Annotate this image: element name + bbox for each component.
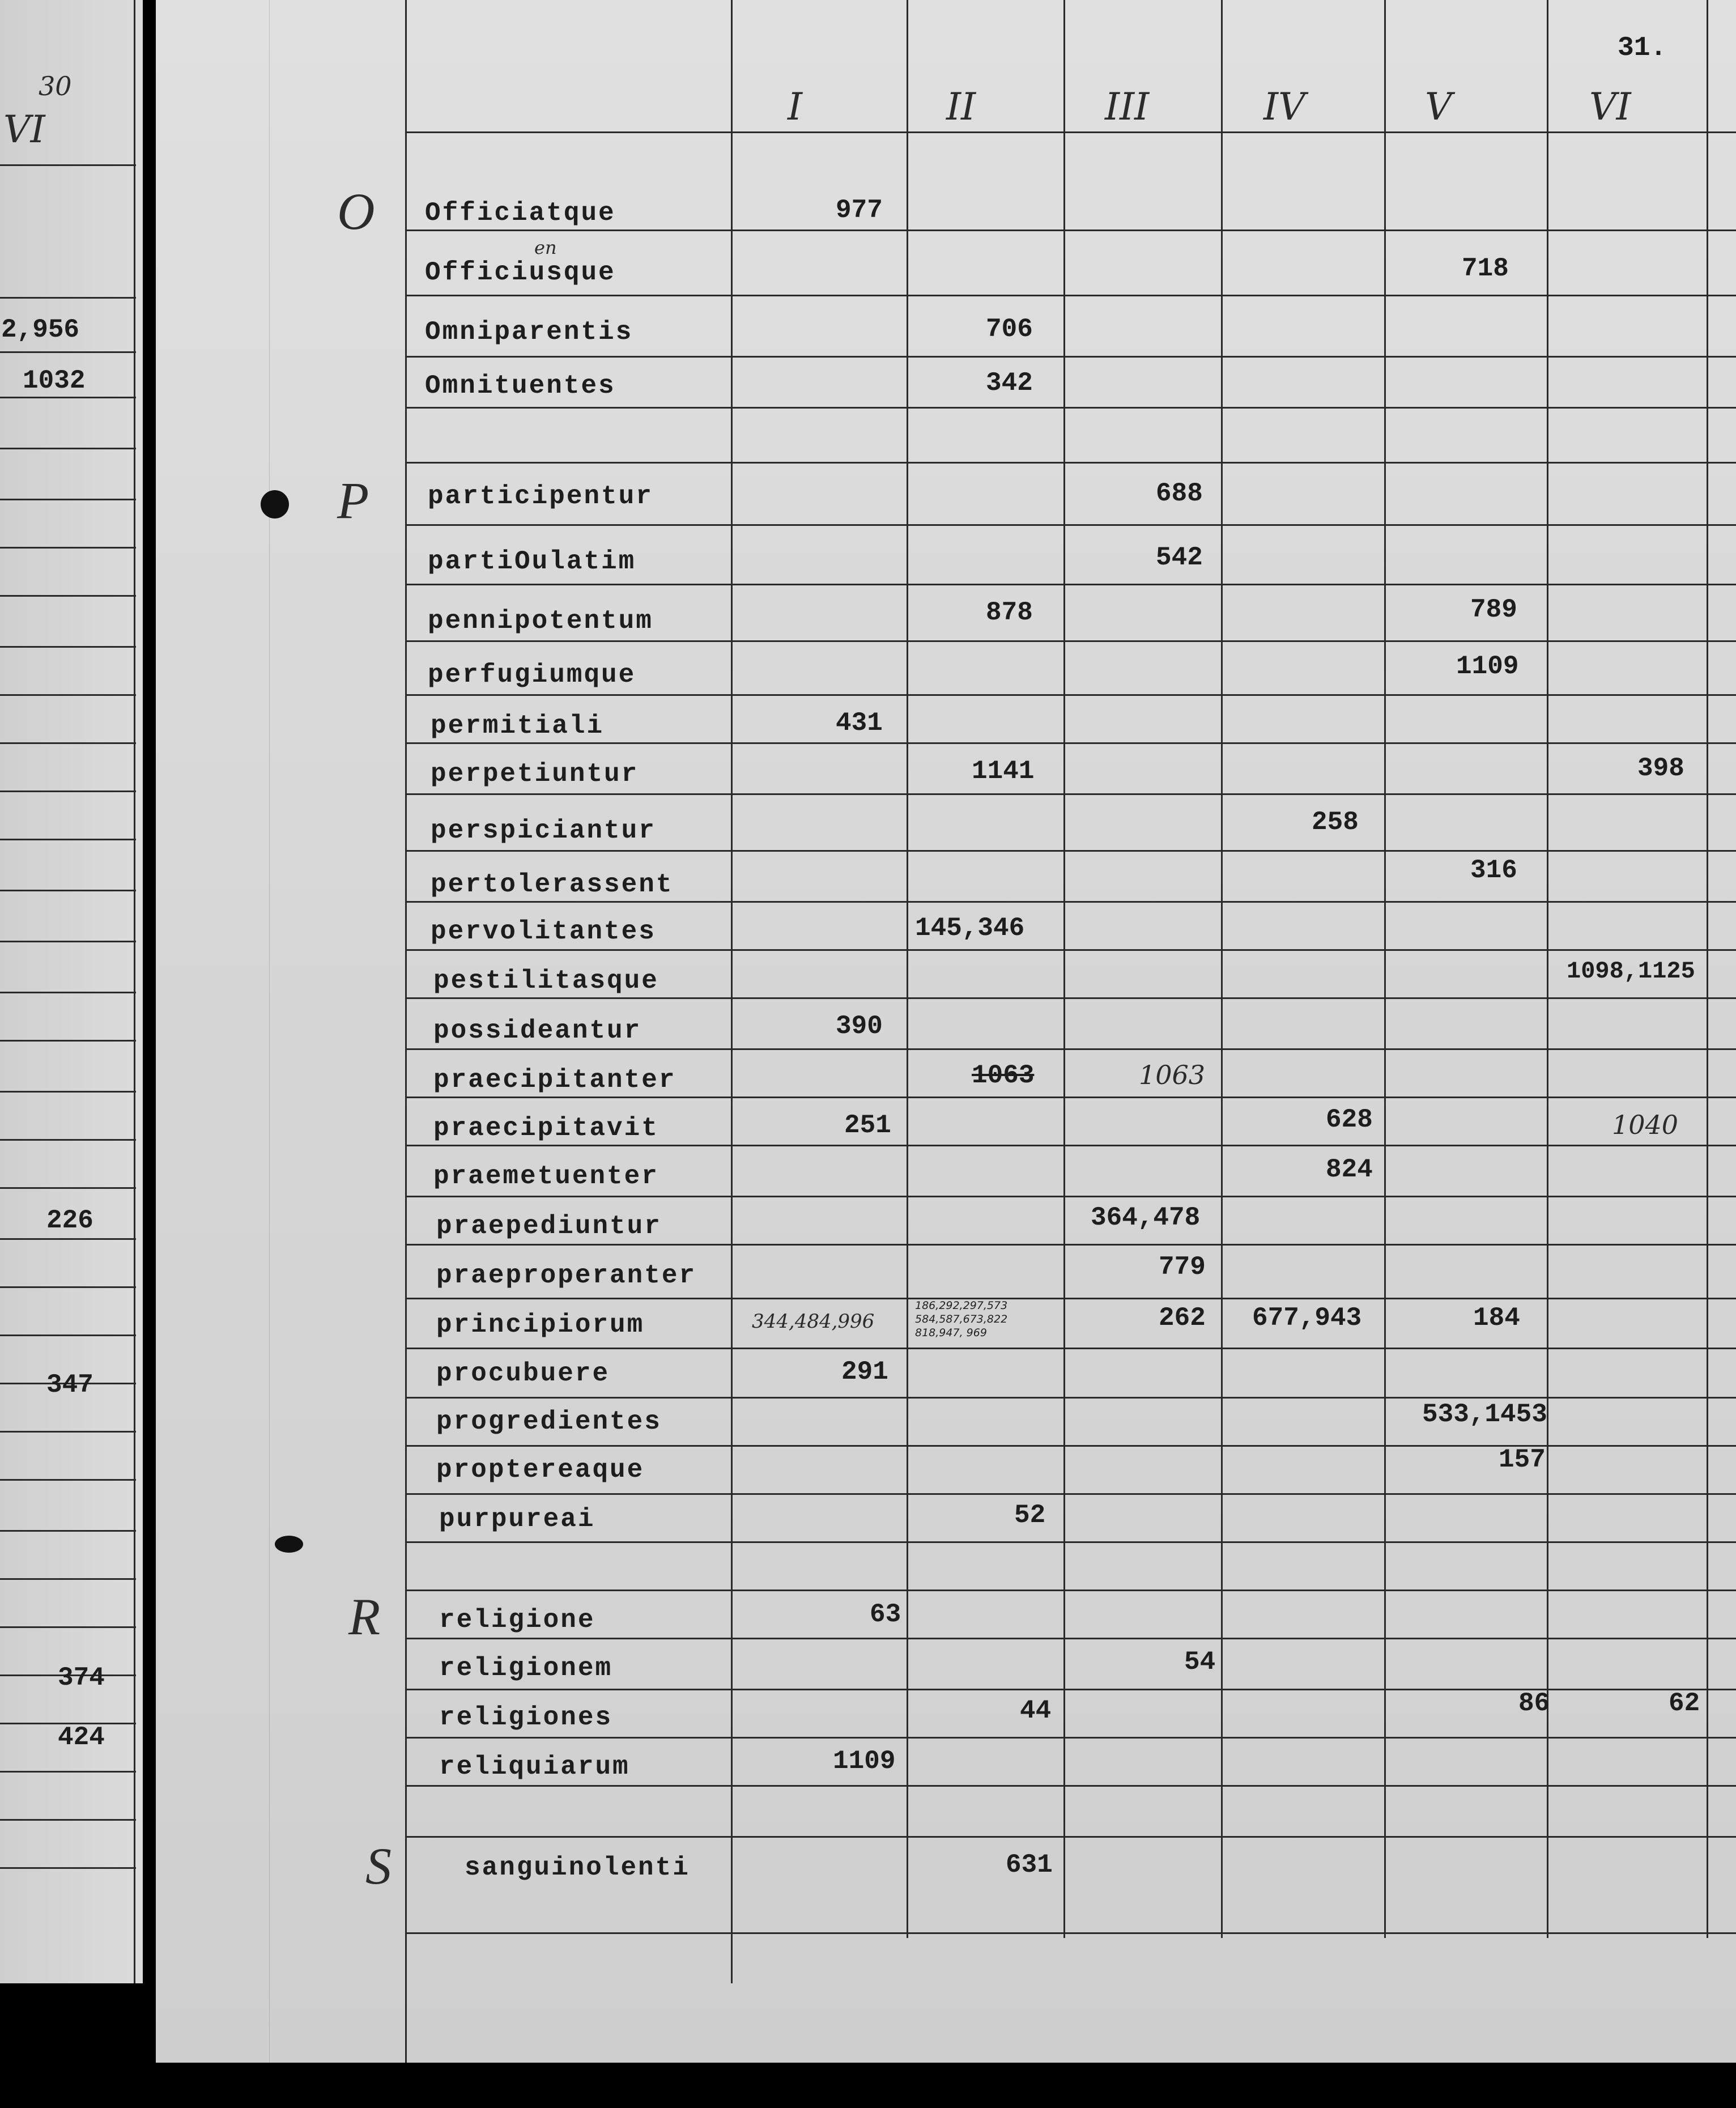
left-value: 374 <box>58 1663 105 1693</box>
citation-value: 390 <box>836 1012 883 1041</box>
citation-value: 262 <box>1159 1303 1206 1333</box>
citation-value: 291 <box>841 1357 888 1387</box>
handwritten-citation-value: 344,484,996 <box>752 1310 875 1333</box>
citation-value: 542 <box>1156 543 1203 572</box>
word-entry: Omnituentes <box>425 371 616 401</box>
section-letter-r: R <box>348 1588 381 1646</box>
left-value: 424 <box>58 1723 105 1752</box>
citation-value: 706 <box>986 314 1033 344</box>
citation-value: 398 <box>1637 754 1684 783</box>
word-entry: principiorum <box>436 1310 645 1340</box>
word-entry: participentur <box>428 482 653 511</box>
word-entry: religionem <box>439 1654 613 1683</box>
word-entry: religione <box>439 1605 595 1635</box>
word-entry: praecipitanter <box>433 1065 676 1095</box>
word-entry: sanguinolenti <box>465 1853 690 1882</box>
citation-value: 316 <box>1470 856 1517 885</box>
citation-value: 63 <box>870 1600 901 1629</box>
word-entry: proptereaque <box>436 1455 645 1485</box>
citation-value: 824 <box>1326 1155 1373 1184</box>
citation-value: 52 <box>1014 1501 1046 1530</box>
word-insertion: en <box>534 237 557 258</box>
citation-value: 258 <box>1312 808 1359 837</box>
citation-value: 779 <box>1159 1252 1206 1282</box>
citation-value: 977 <box>836 196 883 225</box>
left-page <box>0 0 143 1983</box>
word-entry: pertolerassent <box>431 870 674 899</box>
citation-value: 688 <box>1156 479 1203 508</box>
citation-value: 628 <box>1326 1105 1373 1134</box>
citation-value: 677,943 <box>1252 1303 1362 1333</box>
left-value: 226 <box>46 1206 93 1235</box>
citation-value: 718 <box>1462 254 1509 283</box>
left-column-header: VI <box>3 108 45 151</box>
column-header-vi: VI <box>1589 85 1631 129</box>
citation-value: 342 <box>986 368 1033 398</box>
word-entry: praemetuenter <box>433 1162 659 1191</box>
citation-value: 184 <box>1473 1303 1520 1333</box>
word-entry: perfugiumque <box>428 660 636 690</box>
word-entry: pervolitantes <box>431 917 656 946</box>
citation-value: 157 <box>1499 1445 1546 1474</box>
word-entry: permitiali <box>431 711 605 741</box>
column-header-ii: II <box>946 85 976 129</box>
citation-value: 431 <box>836 708 883 738</box>
word-entry: praecipitavit <box>433 1114 659 1143</box>
citation-value: 789 <box>1470 595 1517 624</box>
handwritten-citation-line: 186,292,297,573 <box>915 1299 1008 1312</box>
column-header-v: V <box>1425 85 1452 129</box>
section-letter-s: S <box>365 1837 392 1895</box>
column-header-iv: IV <box>1263 85 1305 129</box>
left-value: 347 <box>46 1370 93 1400</box>
section-letter-o: O <box>337 182 375 240</box>
citation-value: 1109 <box>1456 652 1519 681</box>
binder-hole <box>261 490 289 518</box>
handwritten-citation-line: 818,947, 969 <box>915 1327 987 1339</box>
column-header-iii: III <box>1105 85 1150 129</box>
word-entry: perspiciantur <box>431 816 656 845</box>
citation-value: 631 <box>1006 1850 1053 1880</box>
citation-value: 1141 <box>972 756 1035 786</box>
citation-value: 251 <box>844 1111 891 1140</box>
word-entry: reliquiarum <box>439 1752 630 1782</box>
word-entry: Omniparentis <box>425 317 633 347</box>
citation-value: 1098,1125 <box>1567 958 1695 985</box>
word-entry: religiones <box>439 1703 613 1732</box>
left-value: 2,956 <box>1 315 80 345</box>
left-page-number: 30 <box>39 71 72 101</box>
word-entry: praepediuntur <box>436 1212 662 1241</box>
citation-value: 364,478 <box>1091 1203 1201 1232</box>
word-entry: pennipotentum <box>428 606 653 636</box>
citation-value: 1109 <box>833 1746 896 1776</box>
word-entry: possideantur <box>433 1016 642 1046</box>
word-entry: pestilitasque <box>433 966 659 996</box>
word-entry: perpetiuntur <box>431 759 639 789</box>
word-entry: progredientes <box>436 1407 662 1436</box>
struck-citation-value: 1063 <box>972 1061 1035 1090</box>
left-value: 1032 <box>23 366 86 396</box>
word-entry: purpureai <box>439 1504 595 1534</box>
citation-value: 86 <box>1518 1689 1550 1718</box>
citation-value: 54 <box>1184 1647 1216 1677</box>
word-entry: Officiusque <box>425 258 616 287</box>
binder-hole <box>275 1536 303 1553</box>
citation-value: 145,346 <box>915 913 1025 943</box>
right-page <box>156 0 1736 2063</box>
column-header-i: I <box>788 85 803 129</box>
page-number: 31. <box>1618 33 1667 63</box>
handwritten-citation-value: 1040 <box>1612 1110 1679 1140</box>
citation-value: 44 <box>1020 1696 1052 1726</box>
word-entry: praeproperanter <box>436 1261 697 1290</box>
handwritten-citation-line: 584,587,673,822 <box>915 1313 1008 1325</box>
handwritten-citation-value: 1063 <box>1139 1060 1206 1090</box>
word-entry: procubuere <box>436 1359 610 1388</box>
word-entry: Officiatque <box>425 198 616 228</box>
citation-value: 878 <box>986 598 1033 627</box>
citation-value: 62 <box>1669 1689 1700 1718</box>
word-entry: partiOulatim <box>428 547 636 576</box>
section-letter-p: P <box>337 471 369 529</box>
citation-value: 533,1453 <box>1422 1400 1547 1429</box>
